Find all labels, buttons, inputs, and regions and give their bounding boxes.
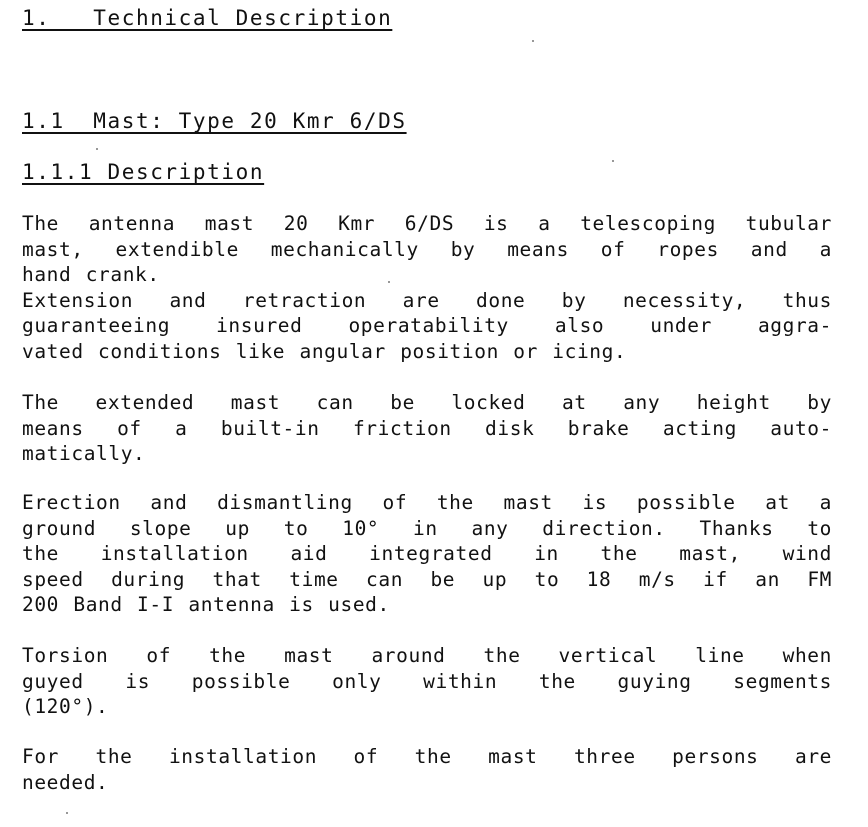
paragraph-erection <box>22 490 832 618</box>
sub-subsection-heading: 1.1.1 Description <box>22 160 265 184</box>
scan-speck <box>612 160 614 162</box>
paragraph-persons <box>22 744 832 795</box>
paragraph-brake <box>22 390 832 467</box>
text-line: needed. <box>22 770 109 794</box>
text-line: hand crank. <box>22 263 160 286</box>
text-line: guyed is possible only within the guying segments <box>22 669 832 693</box>
text-line: guaranteeing insured operatability also under aggra- <box>22 314 832 337</box>
subsection-heading: 1.1 Mast: Type 20 Kmr 6/DS <box>22 109 407 133</box>
text-line: (120°). <box>22 695 109 718</box>
paragraph-mast-description <box>22 211 832 364</box>
scan-speck <box>66 812 68 814</box>
section-heading: 1. Technical Description <box>22 6 393 30</box>
text-line: ground slope up to 10° in any direction. Thanks to <box>22 516 832 540</box>
text-line: The antenna mast 20 Kmr 6/DS is a telescoping tubular <box>22 212 832 235</box>
text-line: For the installation of the mast three persons are <box>22 745 832 768</box>
text-line: Extension and retraction are done by necessity, thus <box>22 288 832 312</box>
text-line: the installation aid integrated in the mast, wind <box>22 542 832 565</box>
text-line: mast, extendible mechanically by means of ropes and a <box>22 237 832 261</box>
text-line: Erection and dismantling of the mast is possible at a <box>22 491 832 514</box>
text-line: matically. <box>22 442 146 465</box>
text-line: 200 Band I-I antenna is used. <box>22 593 390 616</box>
text-line: means of a built-in friction disk brake acting auto- <box>22 416 832 440</box>
scan-speck <box>532 40 534 42</box>
text-line: The extended mast can be locked at any height by <box>22 391 832 414</box>
text-line: vated conditions like angular position or icing. <box>22 339 627 363</box>
scan-speck <box>388 281 390 283</box>
paragraph-torsion <box>22 643 832 720</box>
text-line: Torsion of the mast around the vertical line when <box>22 644 832 667</box>
scan-speck <box>96 148 98 150</box>
text-line: speed during that time can be up to 18 m/s if an FM <box>22 567 832 591</box>
